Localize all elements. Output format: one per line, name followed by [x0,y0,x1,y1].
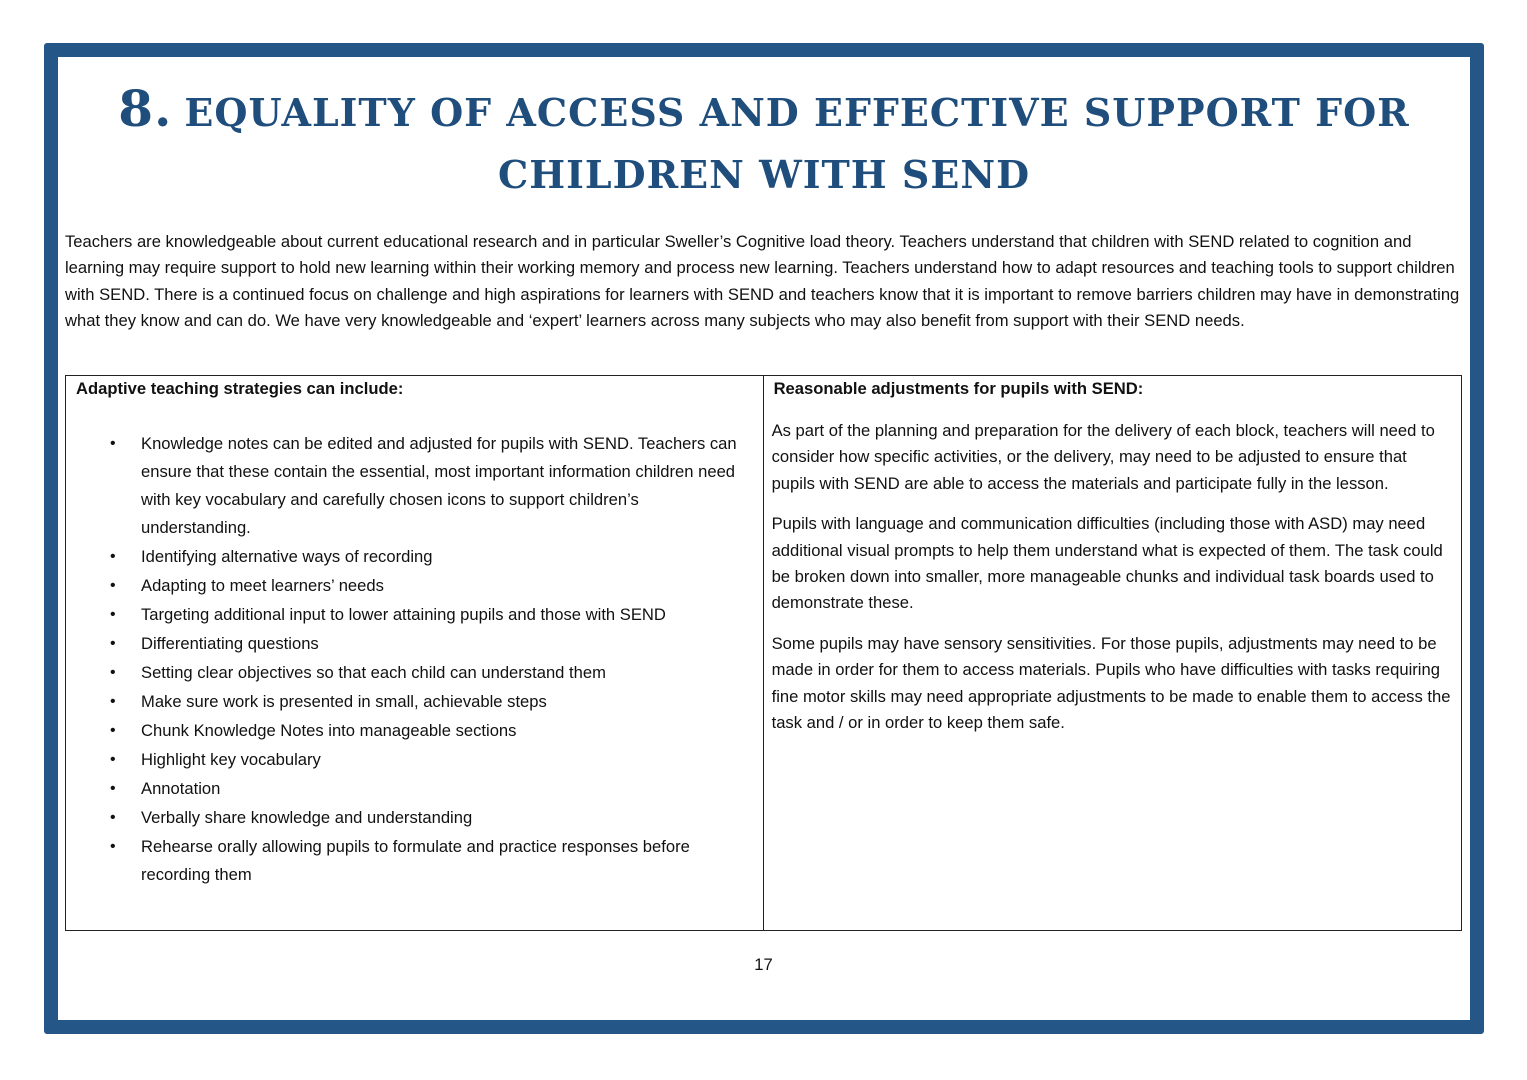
list-item-text: Make sure work is presented in small, achievable steps [141,692,547,711]
list-item [66,430,753,542]
list-item [66,833,753,889]
list-item-text: Highlight key vocabulary [141,750,321,769]
list-item [66,717,753,745]
page-number: 17 [754,955,773,974]
list-item-text: Annotation [141,779,221,798]
list-item [66,746,753,774]
list-item-text: Differentiating questions [141,634,319,653]
bullet-icon: • [110,809,116,826]
list-item-text: Setting clear objectives so that each child can understand them [141,663,606,682]
title-line-1 [64,78,1464,144]
reasonable-adjustments-body [764,418,1461,736]
bullet-icon: • [110,693,116,710]
bullet-icon: • [110,751,116,768]
bullet-icon: • [110,435,116,452]
bullet-icon: • [110,635,116,652]
page-title [64,78,1464,206]
reasonable-adjustments-cell [763,376,1461,931]
list-item-text: Verbally share knowledge and understanding [141,808,473,827]
intro-paragraph: Teachers are knowledgeable about current educational research and in particular Sweller’s Cognitive load theory. Teachers understand that children with SEND related to cognition and learning may require support to hold new learning within their working memory and process new learning. Teachers understand how to adapt resources and teaching tools to support children with SEND. There is a continued focus on challenge and high aspirations for learners with SEND and teachers know that it is important to remove barriers children may have in demonstrating what they know and can do. We have very knowledgeable and ‘expert’ learners across many subjects who may also benefit from support with their SEND needs. [65,232,1460,331]
reasonable-adjustments-heading: Reasonable adjustments for pupils with SEND: [773,379,1144,398]
support-table [65,375,1462,931]
bullet-icon: • [110,664,116,681]
list-item [66,804,753,832]
bullet-icon: • [110,606,116,623]
list-item [66,630,753,658]
bullet-icon: • [110,577,116,594]
list-item-text: Identifying alternative ways of recording [141,547,433,566]
title-line-2: CHILDREN WITH SEND [497,152,1031,197]
list-item [66,688,753,716]
list-item-text: Adapting to meet learners’ needs [141,576,384,595]
title-text-line-1: EQUALITY OF ACCESS AND EFFECTIVE SUPPORT FOR [184,90,1410,135]
bullet-icon: • [110,780,116,797]
adjustment-paragraph: Pupils with language and communication difficulties (including those with ASD) may need additional visual prompts to help them understand what is expected of them. The task could be broken down into smaller, more manageable chunks and individual task boards used to demonstrate these. [771,514,1443,613]
adjustment-paragraph: As part of the planning and preparation for the delivery of each block, teachers will need to consider how specific activities, or the delivery, may need to be adjusted to ensure that pupils with SEND are able to access the materials and participate fully in the lesson. [771,421,1435,493]
bullet-icon: • [110,838,116,855]
adaptive-teaching-cell [66,376,764,931]
list-item-text: Knowledge notes can be edited and adjusted for pupils with SEND. Teachers can ensure that these contain the essential, most important information children need with key vocabulary and carefully chosen icons to support children’s understanding. [141,434,737,537]
list-item [66,543,753,571]
adaptive-teaching-heading: Adaptive teaching strategies can include: [76,379,404,398]
adaptive-teaching-list [66,400,763,889]
list-item [66,659,753,687]
list-item [66,572,753,600]
bullet-icon: • [110,722,116,739]
list-item-text: Chunk Knowledge Notes into manageable sections [141,721,517,740]
bullet-icon: • [110,548,116,565]
list-item-text: Targeting additional input to lower attaining pupils and those with SEND [141,605,666,624]
list-item [66,601,753,629]
section-number: 8. [118,79,173,138]
adjustment-paragraph: Some pupils may have sensory sensitivities. For those pupils, adjustments may need to be made in order for them to access materials. Pupils who have difficulties with tasks requiring fine motor skills may need appropriate adjustments to be made to enable them to access the task and / or in order to keep them safe. [771,633,1451,733]
list-item-text: Rehearse orally allowing pupils to formulate and practice responses before recording them [141,837,690,884]
support-table-row [66,376,1462,931]
list-item [66,775,753,803]
